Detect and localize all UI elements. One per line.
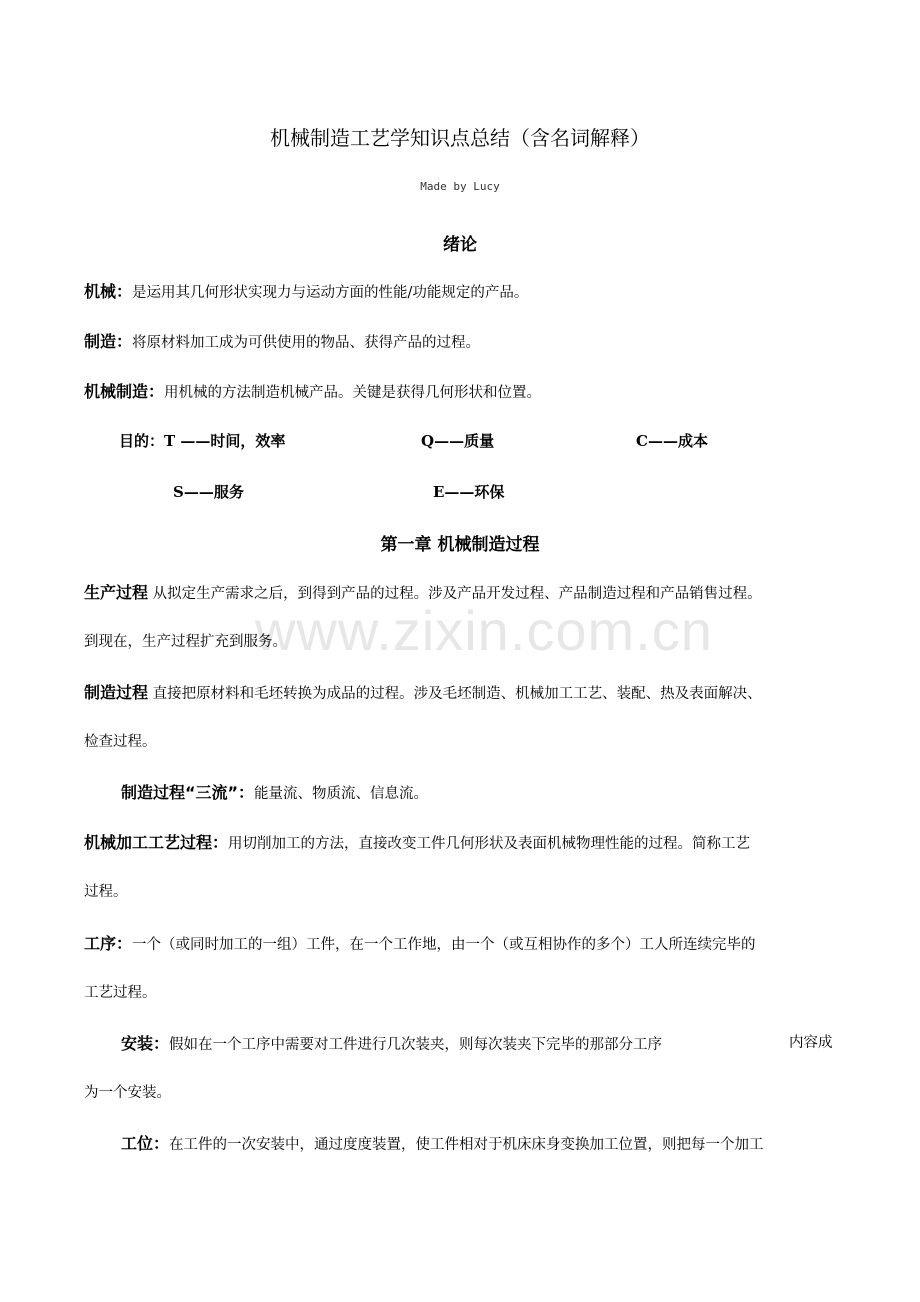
purpose-label: 目的：	[119, 432, 165, 450]
definition-text: 在工件的一次安装中，通过度度装置，使工件相对于机床床身变换加工位置，则把每一个加工	[169, 1137, 764, 1153]
term-production-process: 生产过程	[84, 583, 149, 602]
definition-text: 直接把原材料和毛坯转换为成品的过程。涉及毛坯制造、机械加工工艺、装配、热及表面解决、	[148, 686, 762, 702]
definition-continuation: 过程。	[84, 884, 128, 900]
definition-text: 将原材料加工成为可供使用的物品、获得产品的过程。	[132, 335, 481, 351]
definition-machinery	[84, 279, 528, 302]
definition-text: 能量流、物质流、信息流。	[254, 786, 429, 802]
term-machining-process: 机械加工工艺过程：	[84, 833, 229, 852]
definition-continuation: 检查过程。	[84, 734, 157, 750]
definition-text: 是运用其几何形状实现力与运动方面的性能/功能规定的产品。	[132, 285, 529, 301]
definition-continuation: 工艺过程。	[84, 985, 157, 1001]
definition-work-position	[121, 1131, 764, 1154]
term-mechanical-manufacturing: 机械制造：	[84, 382, 165, 401]
definition-setup	[121, 1031, 662, 1054]
term-operation: 工序：	[84, 934, 133, 953]
purpose-time: T ——时间，效率	[164, 432, 286, 450]
purpose-service: S——服务	[173, 483, 244, 501]
definition-text-tail: 内容成	[789, 1035, 833, 1051]
definition-text: 假如在一个工序中需要对工件进行几次装夹，则每次装夹下完毕的那部分工序	[169, 1037, 663, 1053]
definition-machining-process	[84, 830, 750, 853]
purpose-quality: Q——质量	[421, 432, 495, 450]
definition-operation	[84, 931, 756, 954]
definition-three-flows	[121, 780, 428, 803]
section-heading-intro: 绪论	[443, 235, 477, 255]
purpose-environment: E——环保	[433, 483, 505, 501]
definition-continuation: 为一个安装。	[84, 1085, 171, 1101]
definition-manufacturing-process	[84, 680, 762, 703]
definition-manufacture	[84, 329, 480, 352]
term-manufacturing-process: 制造过程	[84, 683, 149, 702]
definition-text: 一个（或同时加工的一组）工件，在一个工作地，由一个（或互相协作的多个）工人所连续完毕的	[132, 937, 756, 953]
watermark: www.zixin.com.cn	[255, 599, 713, 662]
definition-production-process	[84, 580, 762, 603]
definition-text: 从拟定生产需求之后，到得到产品的过程。涉及产品开发过程、产品制造过程和产品销售过程。	[148, 586, 762, 602]
section-heading-chapter1: 第一章 机械制造过程	[380, 535, 540, 555]
term-setup: 安装：	[121, 1034, 170, 1053]
purpose-cost: C——成本	[636, 432, 708, 450]
author-line: Made by Lucy	[420, 180, 500, 193]
document-title: 机械制造工艺学知识点总结（含名词解释）	[270, 126, 650, 150]
definition-continuation: 到现在，生产过程扩充到服务。	[84, 634, 287, 650]
term-work-position: 工位：	[121, 1134, 170, 1153]
definition-text: 用切削加工的方法，直接改变工件几何形状及表面机械物理性能的过程。简称工艺	[228, 836, 751, 852]
definition-mechanical-manufacturing	[84, 379, 541, 402]
definition-text: 用机械的方法制造机械产品。关键是获得几何形状和位置。	[164, 385, 542, 401]
term-three-flows: 制造过程“三流”：	[121, 783, 255, 802]
term-machinery: 机械：	[84, 282, 133, 301]
term-manufacture: 制造：	[84, 332, 133, 351]
